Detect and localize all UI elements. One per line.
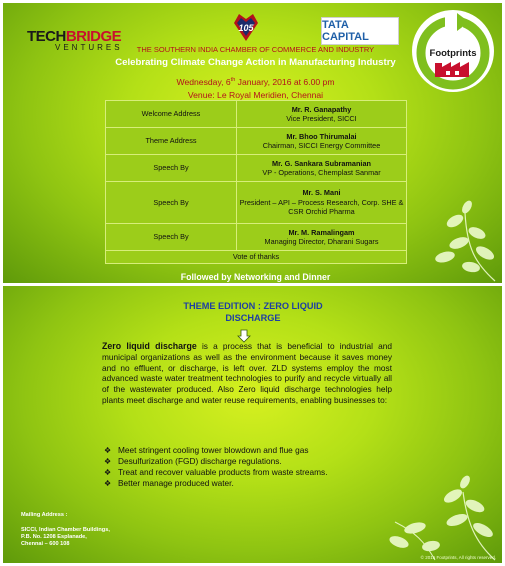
agenda-row [106,155,406,181]
speaker-title: President – API – Process Research, Corp. SHE & CSR Orchid Pharma [239,197,404,217]
speaker-name: Mr. G. Sankara Subramanian [272,158,371,168]
speaker-name: Mr. S. Mani [302,188,341,198]
list-item-text: Meet stringent cooling tower blowdown and flue gas [118,445,309,455]
theme-panel [3,286,502,563]
diamond-bullet-icon: ❖ [104,446,112,455]
sicci-name: THE SOUTHERN INDIA CHAMBER OF COMMERCE AND INDUSTRY [136,45,375,54]
agenda-row [106,224,406,250]
list-item-text: Treat and recover valuable products from waste streams. [118,467,328,477]
zld-lead: Zero liquid discharge [102,341,197,351]
agenda-role: Speech By [106,155,236,181]
list-item [104,467,394,478]
tata-capital-logo [321,17,399,45]
leaves-decoration [375,462,501,562]
list-item [104,478,394,489]
agenda-row [106,182,406,223]
event-date-rest: January, 2016 at 6.00 pm [235,77,335,87]
techbridge-logo-text-a: TECH [27,28,66,45]
benefits-list [104,445,394,489]
speaker-title: Managing Director, Dharani Sugars [264,237,379,246]
list-item-text: Desulfurization (FGD) discharge regulations. [118,456,282,466]
agenda-row [106,101,406,127]
techbridge-logo [27,25,129,55]
footprints-logo-text: Footprints [429,48,477,59]
diamond-bullet-icon: ❖ [104,457,112,466]
event-date-suffix-ordinal: th [230,77,236,84]
mailing-line: SICCI, Indian Chamber Buildings, [21,527,110,533]
agenda-row [106,128,406,154]
diamond-bullet-icon: ❖ [104,468,112,477]
mailing-title: Mailing Address : [21,512,68,518]
agenda-speaker [237,224,406,250]
zld-description [102,341,392,406]
speaker-name: Mr. M. Ramalingam [288,227,355,237]
agenda-role: Welcome Address [106,101,236,127]
diamond-bullet-icon: ❖ [104,479,112,488]
speaker-title: VP - Operations, Chemplast Sanmar [262,168,381,177]
speaker-name: Mr. Bhoo Thirumalai [286,131,357,141]
followed-by-note: Followed by Networking and Dinner [180,272,331,282]
agenda-row [106,251,406,263]
mailing-address [21,512,110,548]
vote-of-thanks: Vote of thanks [106,251,406,263]
event-venue: Venue: Le Royal Meridien, Chennai [187,90,324,100]
leaves-decoration [415,193,501,283]
list-item [104,456,394,467]
speaker-title: Vice President, SICCI [286,114,357,123]
agenda-role: Theme Address [106,128,236,154]
theme-title [153,301,353,324]
copyright-notice: © 2015 Footprints, All rights reserved. [420,555,496,560]
agenda-role: Speech By [106,224,236,250]
techbridge-logo-subtext: VENTURES [55,43,123,52]
sicci-badge-number: 105 [238,23,254,33]
event-date-prefix: Wednesday, 6 [176,77,231,87]
speaker-title: Chairman, SICCI Energy Committee [262,141,381,150]
techbridge-logo-text-b: BRIDGE [65,28,122,45]
mailing-line: P.B. No. 1208 Esplanade, [21,534,87,540]
theme-title-line-1: THEME EDITION : ZERO LIQUID [183,301,323,311]
tata-capital-text: TATA CAPITAL [322,19,369,43]
sicci-105-logo [229,11,263,45]
agenda-role: Speech By [106,182,236,223]
agenda-table [105,100,407,264]
invitation-panel [3,3,502,283]
agenda-speaker [237,128,406,154]
event-headline: Celebrating Climate Change Action in Manufacturing Industry [115,57,396,68]
speaker-name: Mr. R. Ganapathy [291,104,352,114]
zld-paragraph: is a process that is beneficial to industrial and municipal organizations as well as the environment because it saves money and no effluent, or discharge, is left over. ZLD systems employ the most advanced waste water treatment technologies to purify and recycle virtually all of the wastewater produced. Also Zero liquid discharge technologies help plants meet discharge and water reuse requirements, enabling businesses to: [102,341,392,405]
theme-title-line-2: DISCHARGE [225,312,281,323]
agenda-speaker [237,155,406,181]
agenda-speaker [237,101,406,127]
event-date [63,77,448,87]
agenda-speaker [237,182,406,223]
list-item-text: Better manage produced water. [118,478,234,488]
mailing-line: Chennai – 600 108 [21,541,70,547]
list-item [104,445,394,456]
